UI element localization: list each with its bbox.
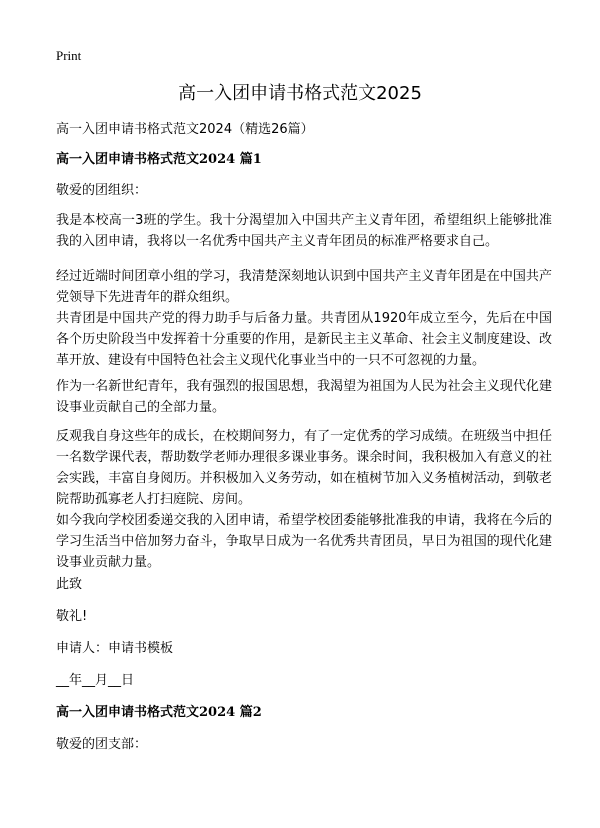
section1-paragraph-5: 反观我自身这些年的成长，在校期间努力，有了一定优秀的学习成绩。在班级当中担任一名数学课代表，帮助数学老师办理很多课业事务。课余时间，我积极加入有意义的社会实践，丰富自身阅历。并积极加入义务劳动，如在植树节加入义务植树活动，到敬老院帮助孤寡老人打扫庭院、房间。 (56, 429, 552, 507)
section1-salute: 敬礼! (56, 609, 88, 624)
section1-heading: 高一入团申请书格式范文2024 篇1 (56, 152, 262, 167)
section1-salutation: 敬爱的团组织： (56, 183, 148, 198)
section1-closing: 此致 (56, 577, 83, 592)
section2-heading: 高一入团申请书格式范文2024 篇2 (56, 705, 262, 720)
document-subtitle: 高一入团申请书格式范文2024（精选26篇） (56, 122, 314, 137)
section1-paragraph-4: 作为一名新世纪青年，我有强烈的报国思想，我渴望为祖国为人民为社会主义现代化建设事业贡献自己的全部力量。 (56, 379, 552, 415)
section2-salutation: 敬爱的团支部： (56, 737, 148, 752)
section1-paragraph-1: 我是本校高一3班的学生。我十分渴望加入中国共产主义青年团，希望组织上能够批准我的入团申请，我将以一名优秀中国共产主义青年团员的标准严格要求自己。 (56, 213, 552, 249)
print-label: Print (56, 48, 82, 63)
section1-paragraph-2: 经过近端时间团章小组的学习，我清楚深刻地认识到中国共产主义青年团是在中国共产党领导下先进青年的群众组织。 (56, 269, 552, 305)
section1-paragraph-6: 如今我向学校团委递交我的入团申请，希望学校团委能够批准我的申请，我将在今后的学习生活当中倍加努力奋斗，争取早日成为一名优秀共青团员，早日为祖国的现代化建设事业贡献力量。 (56, 513, 552, 570)
section1-paragraph-3: 共青团是中国共产党的得力助手与后备力量。共青团从1920年成立至今，先后在中国各个历史阶段当中发挥着十分重要的作用，是新民主主义革命、社会主义制度建设、改革开放、建设有中国特色社会主义现代化事业当中的一只不可忽视的力量。 (56, 311, 552, 368)
section1-date: __年__月__日 (56, 673, 135, 688)
document-title: 高一入团申请书格式范文2025 (178, 83, 422, 104)
section1-applicant: 申请人：申请书模板 (56, 641, 174, 656)
